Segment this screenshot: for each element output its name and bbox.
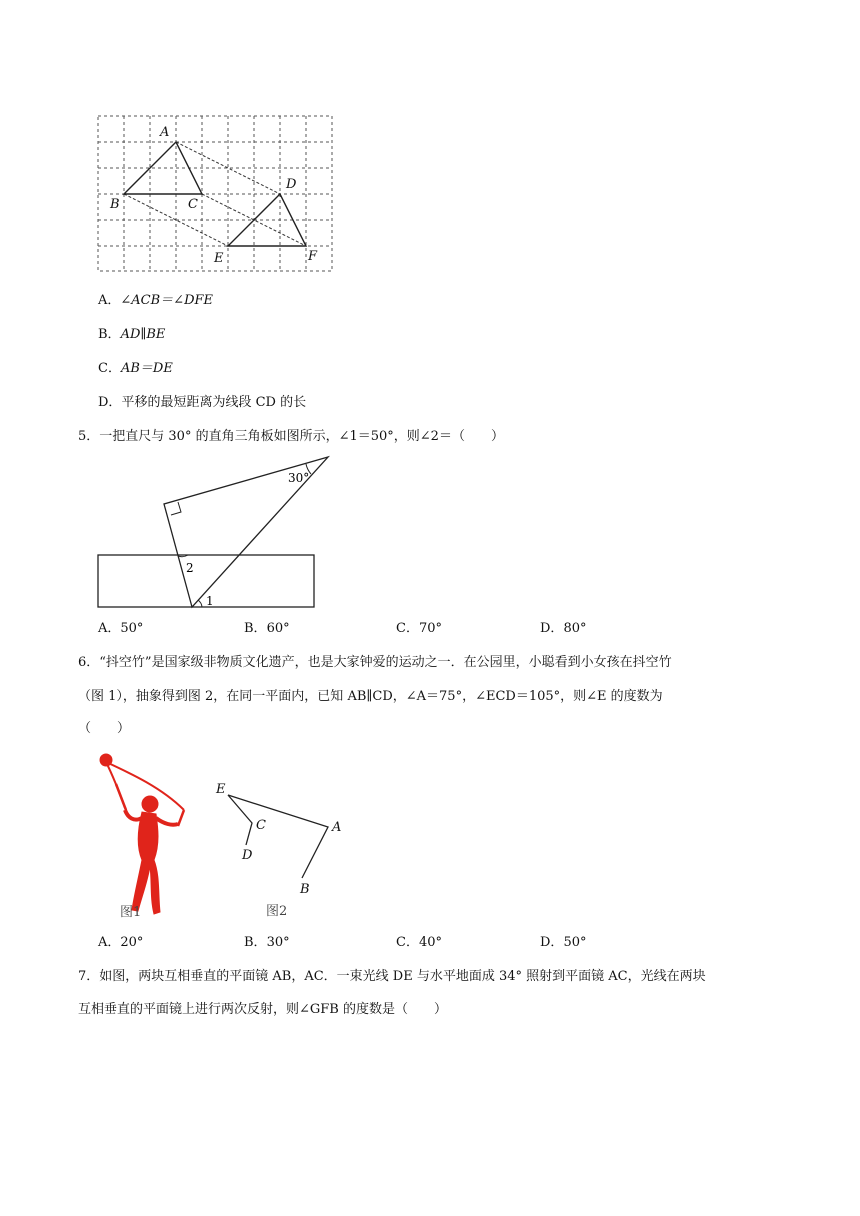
label-c: C <box>188 197 198 212</box>
q6-figure-1-diabolo-girl <box>92 748 202 923</box>
label-d: D <box>242 848 253 863</box>
option-key: C． <box>396 621 419 636</box>
option-key: B． <box>244 935 267 950</box>
label-fig2: 图2 <box>266 904 288 919</box>
q4-option-d <box>98 394 306 412</box>
option-key: B． <box>98 327 121 342</box>
q6-option-b <box>244 934 290 952</box>
q6-stem-line2: （图 1），抽象得到图 2，在同一平面内，已知 AB∥CD，∠A＝75°，∠ECD＝105°，则∠E 的度数为 <box>78 689 663 704</box>
q5-ruler-triangle-figure <box>92 452 342 617</box>
option-key: B． <box>244 621 267 636</box>
q6-option-c <box>396 934 442 952</box>
q5-option-a <box>98 620 143 638</box>
option-text: 50° <box>120 621 144 636</box>
option-text: 70° <box>418 621 442 636</box>
option-key: C． <box>98 361 121 376</box>
stick-right <box>178 810 184 826</box>
q5-option-b <box>244 620 290 638</box>
label-fig1: 图1 <box>120 905 142 920</box>
segment-e-a-b <box>228 795 328 878</box>
q4-option-b <box>98 326 165 344</box>
q7-stem-line2: 互相垂直的平面镜上进行两次反射，则∠GFB 的度数是（ ） <box>78 1002 447 1017</box>
option-key: A． <box>98 293 121 308</box>
q6-figure-2-geometry <box>210 775 360 923</box>
q4-grid-figure <box>90 110 340 275</box>
label-angle30: 30° <box>288 471 310 485</box>
q6-stem-line1: 6．“抖空竹”是国家级非物质文化遗产，也是大家钟爱的运动之一．在公园里，小聪看到小女孩在抖空竹 <box>78 655 672 670</box>
option-key: A． <box>98 621 121 636</box>
q6-stem-line3: （ ） <box>78 721 131 736</box>
option-text: AD∥BE <box>120 327 166 342</box>
label-e: E <box>216 782 226 797</box>
label-e: E <box>214 251 224 266</box>
option-text: 40° <box>418 935 442 950</box>
label-angle1: 1 <box>206 594 214 608</box>
stick-left <box>116 784 126 810</box>
q4-option-c <box>98 360 173 378</box>
q6-option-a <box>98 934 143 952</box>
option-text: 80° <box>563 621 587 636</box>
option-text: 平移的最短距离为线段 CD 的长 <box>121 395 307 410</box>
option-key: A． <box>98 935 121 950</box>
label-angle2: 2 <box>186 561 194 575</box>
option-key: D． <box>540 621 564 636</box>
q5-stem: 5．一把直尺与 30° 的直角三角板如图所示，∠1＝50°，则∠2＝（ ） <box>78 429 504 444</box>
label-a: A <box>160 125 170 140</box>
q7-stem-line1: 7．如图，两块互相垂直的平面镜 AB，AC．一束光线 DE 与水平地面成 34° 照射到平面镜 AC，光线在两块 <box>78 969 706 984</box>
option-text: AB＝DE <box>120 361 173 376</box>
option-key: D． <box>98 395 122 410</box>
angle-1-arc <box>198 600 202 607</box>
arm-left <box>125 810 142 820</box>
label-a: A <box>332 820 342 835</box>
label-c: C <box>256 818 266 833</box>
right-angle-mark <box>171 502 181 515</box>
label-b: B <box>300 882 310 897</box>
option-text: 20° <box>120 935 144 950</box>
option-text: 30° <box>266 935 290 950</box>
q5-option-c <box>396 620 442 638</box>
option-text: ∠ACB＝∠DFE <box>120 293 213 308</box>
segment-e-c-d <box>228 795 252 845</box>
option-text: 60° <box>266 621 290 636</box>
label-f: F <box>308 249 318 264</box>
label-b: B <box>110 197 120 212</box>
arm-right <box>156 818 178 825</box>
head <box>142 796 158 812</box>
option-key: C． <box>396 935 419 950</box>
option-text: 50° <box>563 935 587 950</box>
label-d: D <box>286 177 297 192</box>
q5-option-d <box>540 620 586 638</box>
q6-option-d <box>540 934 586 952</box>
q4-option-a <box>98 292 213 310</box>
option-key: D． <box>540 935 564 950</box>
